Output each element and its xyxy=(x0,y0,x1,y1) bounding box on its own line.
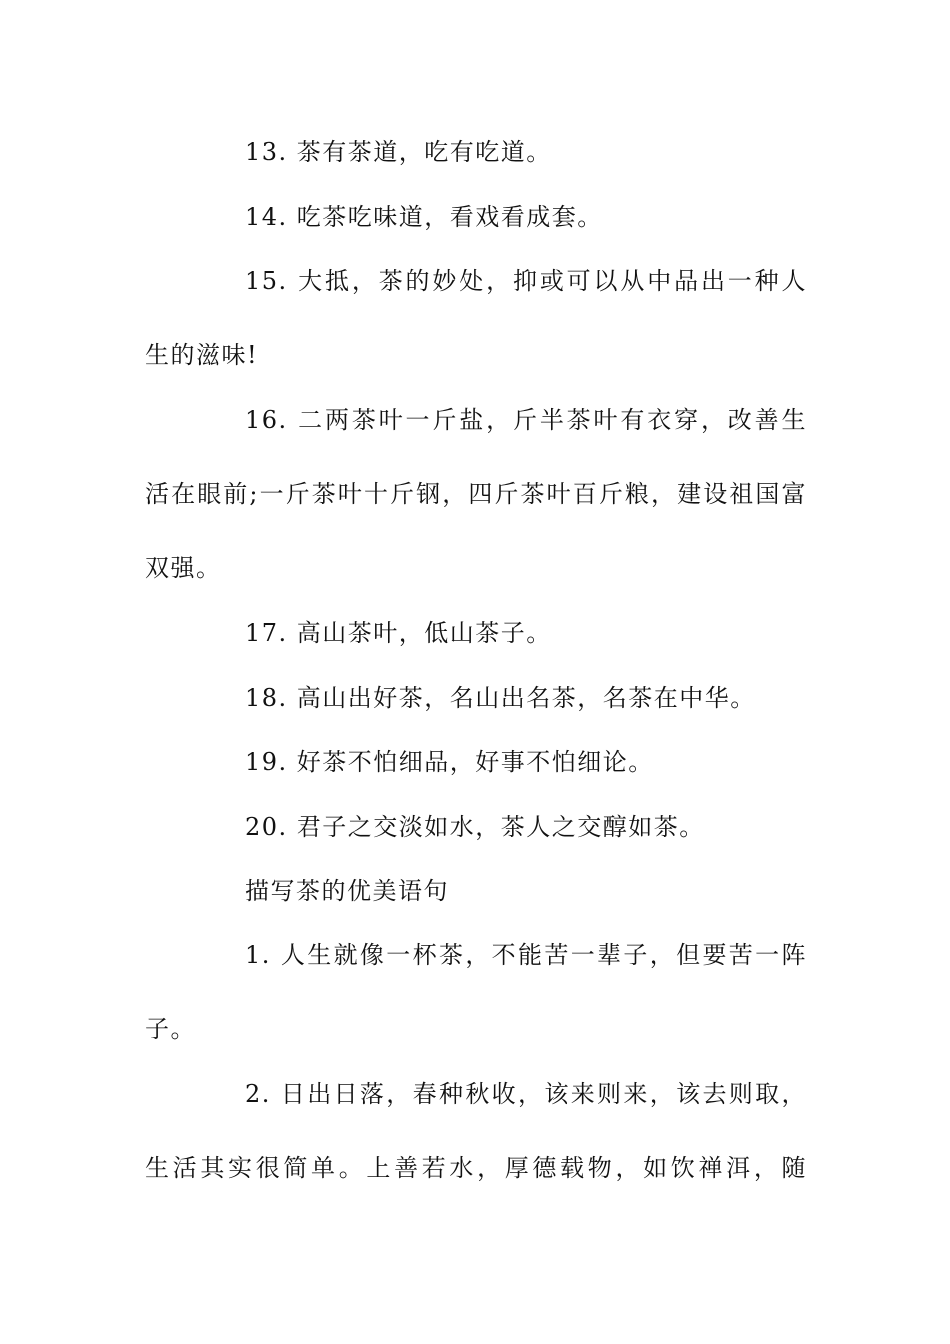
list-item-2: 2. 日出日落，春种秋收，该来则来，该去则取， xyxy=(245,1080,807,1108)
list-item-17: 17. 高山茶叶，低山茶子。 xyxy=(245,619,552,647)
list-item-16-continuation-2: 双强。 xyxy=(145,554,222,582)
list-item-1-continuation: 子。 xyxy=(145,1015,196,1043)
list-item-16: 16. 二两茶叶一斤盐，斤半茶叶有衣穿，改善生 xyxy=(245,406,807,434)
list-item-16-continuation-1: 活在眼前;一斤茶叶十斤钢，四斤茶叶百斤粮，建设祖国富 xyxy=(145,480,807,508)
list-item-15-continuation: 生的滋味! xyxy=(145,341,259,369)
list-item-13: 13. 茶有茶道，吃有吃道。 xyxy=(245,138,552,166)
list-item-20: 20. 君子之交淡如水，茶人之交醇如茶。 xyxy=(245,813,705,841)
list-item-2-continuation: 生活其实很简单。上善若水，厚德载物，如饮禅洱，随 xyxy=(145,1154,807,1182)
list-item-18: 18. 高山出好茶，名山出名茶，名茶在中华。 xyxy=(245,684,756,712)
list-item-15: 15. 大抵，茶的妙处，抑或可以从中品出一种人 xyxy=(245,267,807,295)
list-item-14: 14. 吃茶吃味道，看戏看成套。 xyxy=(245,203,603,231)
list-item-1: 1. 人生就像一杯茶，不能苦一辈子，但要苦一阵 xyxy=(245,941,807,969)
list-item-19: 19. 好茶不怕细品，好事不怕细论。 xyxy=(245,748,654,776)
section-heading: 描写茶的优美语句 xyxy=(245,877,449,905)
